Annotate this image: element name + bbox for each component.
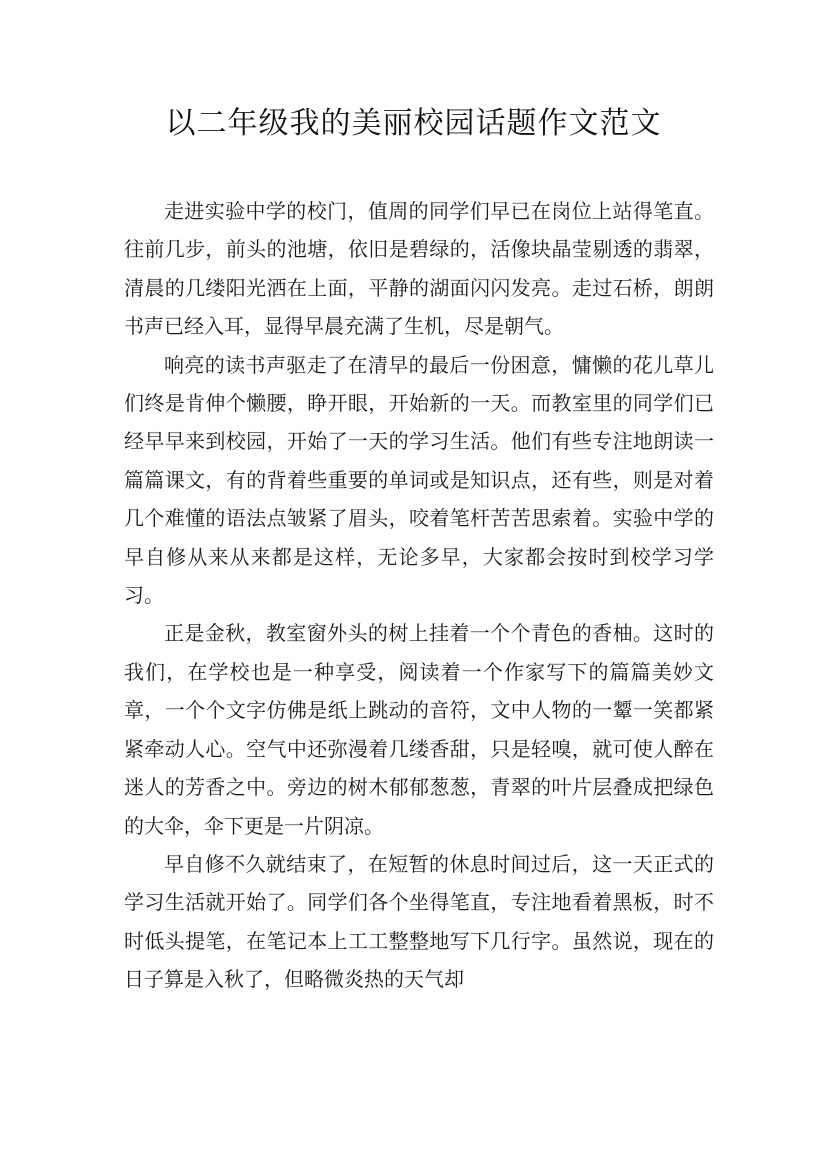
paragraph: 早自修不久就结束了，在短暂的休息时间过后，这一天正式的学习生活就开始了。同学们各个坐得笔直，专注地看着黑板，时不时低头提笔，在笔记本上工工整整地写下几行字。虽然说，现在的日子算是入秋了，但略微炎热的天气却 [124,851,714,992]
paragraph: 走进实验中学的校门，值周的同学们早已在岗位上站得笔直。往前几步，前头的池塘，依旧是碧绿的，活像块晶莹剔透的翡翠，清晨的几缕阳光洒在上面，平静的湖面闪闪发亮。走过石桥，朗朗书声已经入耳，显得早晨充满了生机，尽是朝气。 [124,199,714,339]
paragraph: 响亮的读书声驱走了在清早的最后一份困意，慵懒的花儿草儿们终是肯伸个懒腰，睁开眼，开始新的一天。而教室里的同学们已经早早来到校园，开始了一天的学习生活。他们有些专注地朗读一篇篇课文，有的背着些重要的单词或是知识点，还有些，则是对着几个难懂的语法点皱紧了眉头，咬着笔杆苦苦思索着。实验中学的早自修从来从来都是这样，无论多早，大家都会按时到校学习学习。 [124,352,714,608]
document-body [124,192,714,999]
document-title: 以二年级我的美丽校园话题作文范文 [165,106,662,141]
paragraph: 正是金秋，教室窗外头的树上挂着一个个青色的香柚。这时的我们，在学校也是一种享受，阅读着一个作家写下的篇篇美妙文章，一个个文字仿佛是纸上跳动的音符，文中人物的一颦一笑都紧紧牵动人心。空气中还弥漫着几缕香甜，只是轻嗅，就可使人醉在迷人的芳香之中。旁边的树木郁郁葱葱，青翠的叶片层叠成把绿色的大伞，伞下更是一片阴凉。 [124,621,714,838]
